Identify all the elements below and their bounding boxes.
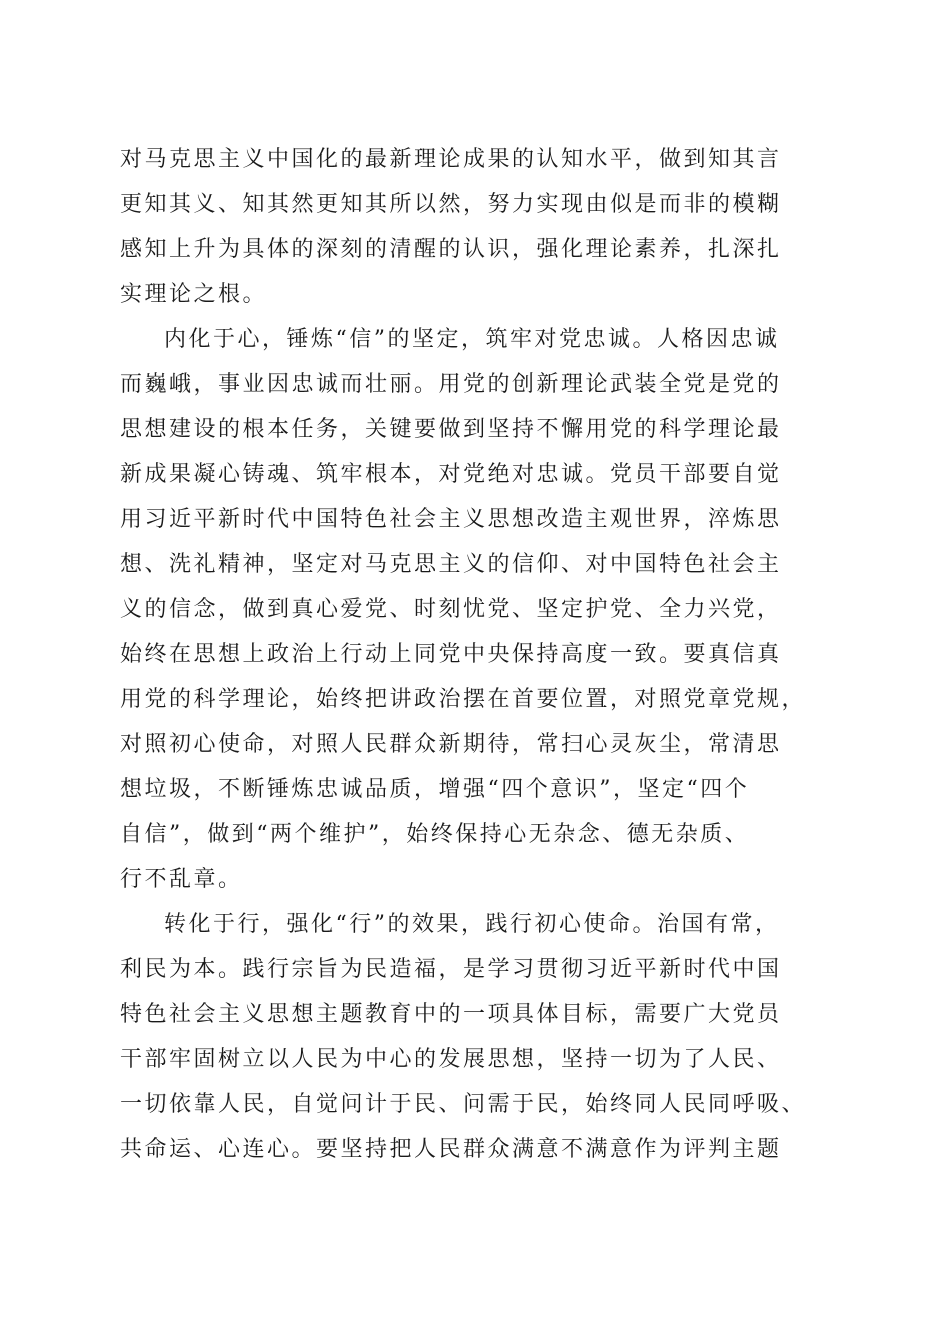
- text-line: 想垃圾，不断锤炼忠诚品质，增强“四个意识”，坚定“四个: [120, 777, 750, 802]
- text-line: 一切依靠人民，自觉问计于民、问需于民，始终同人民同呼吸、: [120, 1092, 807, 1117]
- text-line: 特色社会主义思想主题教育中的一项具体目标，需要广大党员: [120, 1002, 782, 1027]
- text-line: 更知其义、知其然更知其所以然，努力实现由似是而非的模糊: [120, 192, 782, 217]
- text-line: 行不乱章。: [120, 867, 243, 892]
- text-line: 新成果凝心铸魂、筑牢根本，对党绝对忠诚。党员干部要自觉: [120, 462, 782, 487]
- text-line: 自信”，做到“两个维护”，始终保持心无杂念、德无杂质、: [120, 822, 750, 847]
- text-line: 义的信念，做到真心爱党、时刻忧党、坚定护党、全力兴党，: [120, 597, 782, 622]
- text-line: 内化于心，锤炼“信”的坚定，筑牢对党忠诚。人格因忠诚: [164, 327, 780, 352]
- text-line: 利民为本。践行宗旨为民造福，是学习贯彻习近平新时代中国: [120, 957, 782, 982]
- text-line: 干部牢固树立以人民为中心的发展思想，坚持一切为了人民、: [120, 1047, 782, 1072]
- text-line: 共命运、心连心。要坚持把人民群众满意不满意作为评判主题: [120, 1137, 782, 1162]
- text-line: 想、洗礼精神，坚定对马克思主义的信仰、对中国特色社会主: [120, 552, 782, 577]
- text-line: 感知上升为具体的深刻的清醒的认识，强化理论素养，扎深扎: [120, 237, 782, 262]
- text-line: 用习近平新时代中国特色社会主义思想改造主观世界，淬炼思: [120, 507, 782, 532]
- paragraph-1-continued: [120, 137, 832, 317]
- paragraph-2: [120, 317, 832, 902]
- text-line: 实理论之根。: [120, 282, 268, 307]
- text-line: 而巍峨，事业因忠诚而壮丽。用党的创新理论武装全党是党的: [120, 372, 782, 397]
- text-line: 对马克思主义中国化的最新理论成果的认知水平，做到知其言: [120, 147, 782, 172]
- text-line: 用党的科学理论，始终把讲政治摆在首要位置，对照党章党规，: [120, 687, 807, 712]
- paragraph-3: [120, 902, 832, 1172]
- document-body: [120, 137, 832, 1172]
- text-line: 思想建设的根本任务，关键要做到坚持不懈用党的科学理论最: [120, 417, 782, 442]
- text-line: 对照初心使命，对照人民群众新期待，常扫心灵灰尘，常清思: [120, 732, 782, 757]
- text-line: 始终在思想上政治上行动上同党中央保持高度一致。要真信真: [120, 642, 782, 667]
- text-line: 转化于行，强化“行”的效果，践行初心使命。治国有常，: [164, 912, 780, 937]
